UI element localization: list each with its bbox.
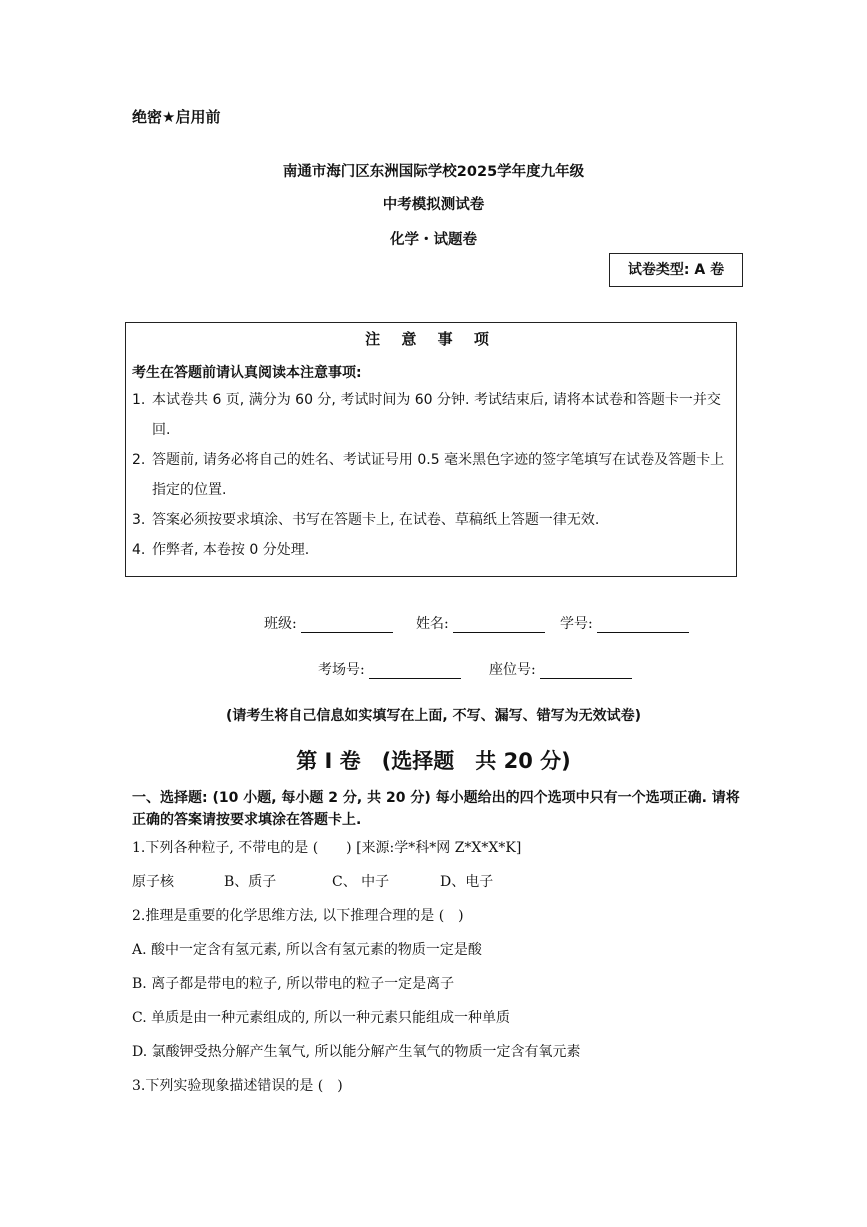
question-stem: 2.推理是重要的化学思维方法, 以下推理合理的是 ( ): [132, 908, 464, 924]
exam-room-blank[interactable]: [369, 662, 461, 679]
notice-lead: 考生在答题前请认真阅读本注意事项:: [132, 365, 362, 381]
option-b: B、质子: [224, 874, 277, 890]
exam-room-field: [318, 659, 461, 679]
exam-room-label: 考场号:: [318, 662, 365, 678]
notice-item-text: 作弊者, 本卷按 0 分处理.: [152, 542, 310, 558]
section-heading: 一、选择题: (10 小题, 每小题 2 分, 共 20 分) 每小题给出的四个选项中只有一个选项正确. 请将正确的答案请按要求填涂在答题卡上.: [132, 790, 740, 828]
option-d: D、电子: [440, 874, 494, 890]
name-label: 姓名:: [416, 616, 449, 632]
option-c: C. 单质是由一种元素组成的, 所以一种元素只能组成一种单质: [132, 1010, 511, 1026]
notice-title: 注 意 事 项: [365, 330, 497, 348]
seat-field: [489, 659, 632, 679]
class-label: 班级:: [264, 616, 297, 632]
notice-item-number: 3.: [132, 512, 146, 528]
question-stem: 3.下列实验现象描述错误的是 ( ): [132, 1078, 343, 1094]
notice-item-number: 1.: [132, 392, 146, 408]
subject-title: 化学・试题卷: [390, 232, 477, 248]
class-field: [264, 613, 393, 633]
notice-item: [132, 385, 732, 445]
notice-item-text: 答案必须按要求填涂、书写在答题卡上, 在试卷、草稿纸上答题一律无效.: [152, 512, 600, 528]
info-warning: (请考生将自己信息如实填写在上面, 不写、漏写、错写为无效试卷): [226, 708, 641, 724]
school-title: 南通市海门区东洲国际学校2025学年度九年级: [282, 164, 585, 180]
notice-item-number: 4.: [132, 542, 146, 558]
seat-label: 座位号:: [489, 662, 536, 678]
seat-blank[interactable]: [540, 662, 632, 679]
student-id-field: [560, 613, 689, 633]
notice-item-text: 本试卷共 6 页, 满分为 60 分, 考试时间为 60 分钟. 考试结束后, 请将本试卷和答题卡一并交回.: [152, 392, 721, 438]
exam-title: 中考模拟测试卷: [382, 197, 485, 213]
notice-item-number: 2.: [132, 452, 146, 468]
option-b: B. 离子都是带电的粒子, 所以带电的粒子一定是离子: [132, 976, 455, 992]
option-a: A. 酸中一定含有氢元素, 所以含有氢元素的物质一定是酸: [132, 942, 482, 958]
student-id-label: 学号:: [560, 616, 593, 632]
notice-item: [132, 445, 732, 505]
notice-item: [132, 505, 732, 535]
option-c: C、 中子: [332, 874, 390, 890]
paper-type-box: 试卷类型: A 卷: [609, 253, 743, 287]
part-title: 第 I 卷 (选择题 共 20 分): [296, 749, 571, 773]
class-blank[interactable]: [301, 616, 393, 633]
confidential-label: 绝密★启用前: [132, 108, 221, 126]
notice-item: [132, 535, 732, 565]
student-id-blank[interactable]: [597, 616, 689, 633]
question-stem: 1.下列各种粒子, 不带电的是 ( ) [来源:学*科*网 Z*X*X*K]: [132, 840, 522, 856]
name-blank[interactable]: [453, 616, 545, 633]
notice-item-text: 答题前, 请务必将自己的姓名、考试证号用 0.5 毫米黑色字迹的签字笔填写在试卷及答题卡上指定的位置.: [152, 452, 725, 498]
option-d: D. 氯酸钾受热分解产生氧气, 所以能分解产生氧气的物质一定含有氧元素: [132, 1044, 581, 1060]
notice-box: [125, 322, 737, 577]
option-a: 原子核: [132, 874, 174, 890]
name-field: [416, 613, 545, 633]
